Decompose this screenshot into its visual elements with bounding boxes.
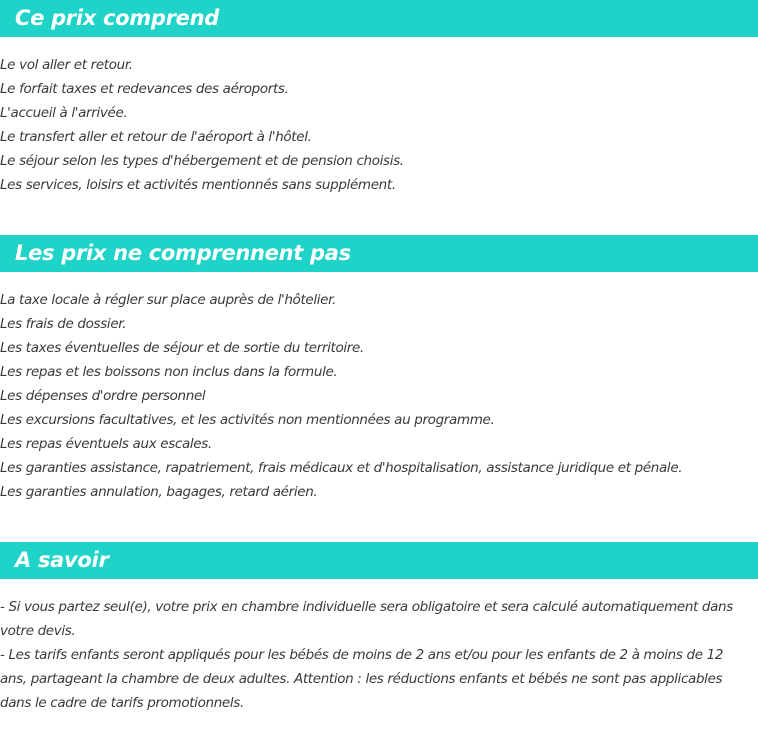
- list-item: Les services, loisirs et activités mentionnés sans supplément.: [0, 177, 396, 193]
- list-item: La taxe locale à régler sur place auprès de l'hôtelier.: [0, 292, 337, 308]
- list-item: Le transfert aller et retour de l'aéroport à l'hôtel.: [0, 129, 312, 145]
- list-item: Les garanties annulation, bagages, retard aérien.: [0, 484, 318, 500]
- info-note: - Les tarifs enfants seront appliqués pour les bébés de moins de 2 ans et/ou pour les enfants de 2 à moins de 12 ans, partageant la chambre de deux adultes. Attention : les réductions enfants et bébés ne sont pas applicables dans le cadre de tarifs promotionnels.: [0, 647, 724, 711]
- list-item: Le forfait taxes et redevances des aéroports.: [0, 81, 289, 97]
- info-section: [0, 542, 758, 715]
- list-item: Les frais de dossier.: [0, 316, 127, 332]
- list-item: Les excursions facultatives, et les activités non mentionnées au programme.: [0, 412, 495, 428]
- included-heading: Ce prix comprend: [0, 0, 758, 37]
- list-item: Les repas et les boissons non inclus dans la formule.: [0, 364, 338, 380]
- included-section: [0, 0, 758, 197]
- info-notes: [0, 595, 758, 715]
- list-item: Les dépenses d'ordre personnel: [0, 388, 206, 404]
- list-item: L'accueil à l'arrivée.: [0, 105, 128, 121]
- excluded-heading: Les prix ne comprennent pas: [0, 235, 758, 272]
- excluded-list: [0, 288, 758, 504]
- list-item: Les repas éventuels aux escales.: [0, 436, 212, 452]
- info-heading: A savoir: [0, 542, 758, 579]
- list-item: Le vol aller et retour.: [0, 57, 133, 73]
- included-list: [0, 53, 758, 197]
- info-note: - Si vous partez seul(e), votre prix en chambre individuelle sera obligatoire et sera calculé automatiquement dans votre devis.: [0, 599, 733, 639]
- list-item: Les garanties assistance, rapatriement, frais médicaux et d'hospitalisation, assistance juridique et pénale.: [0, 460, 683, 476]
- excluded-section: [0, 235, 758, 504]
- list-item: Le séjour selon les types d'hébergement et de pension choisis.: [0, 153, 404, 169]
- list-item: Les taxes éventuelles de séjour et de sortie du territoire.: [0, 340, 364, 356]
